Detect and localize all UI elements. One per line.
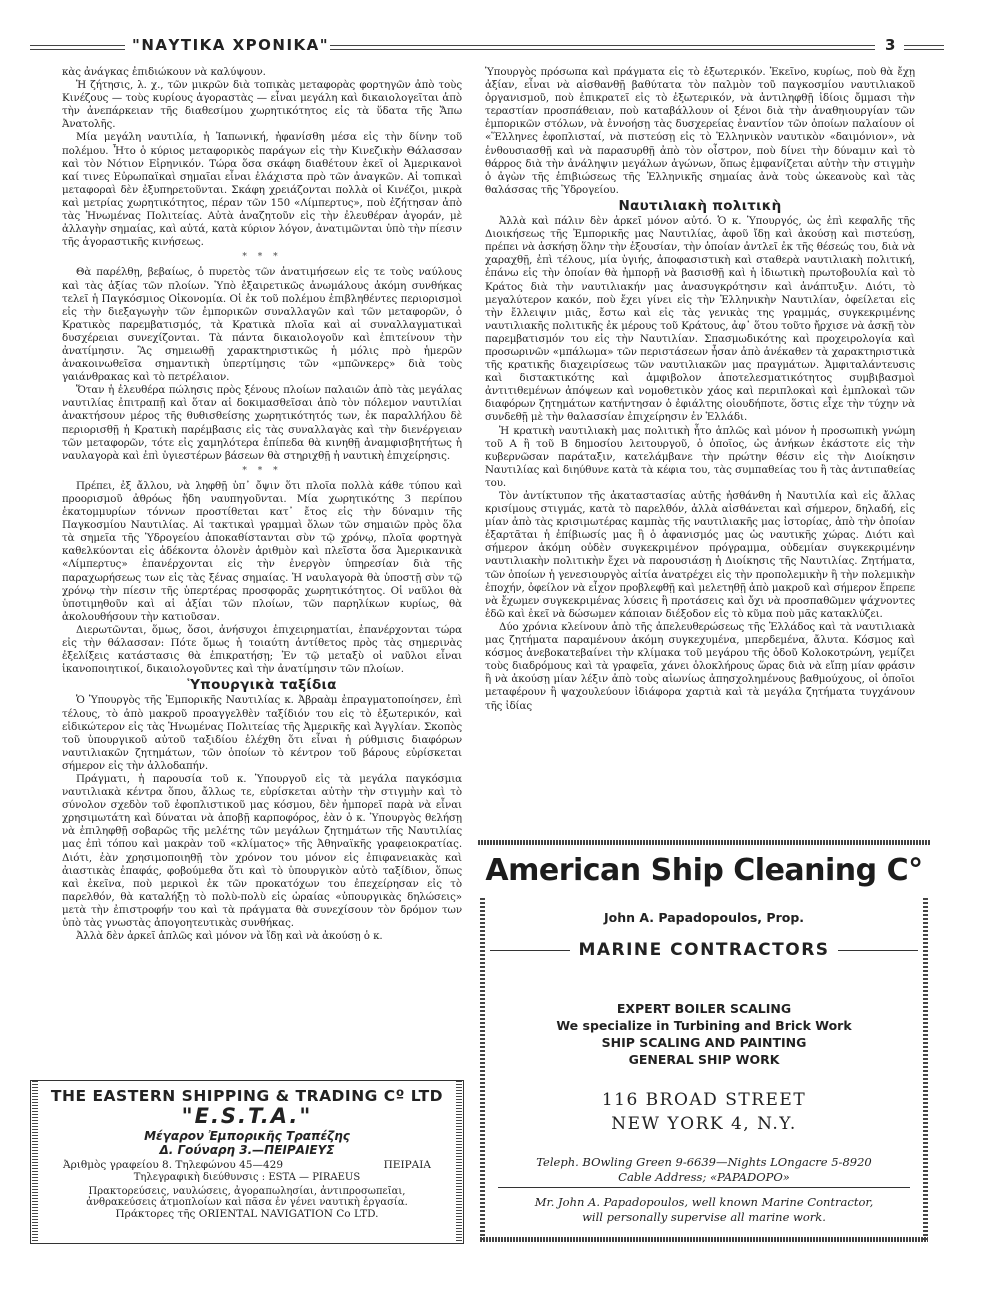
ad-service: SHIP SCALING AND PAINTING <box>601 1035 807 1050</box>
masthead-rule <box>904 45 944 50</box>
esta-advertisement <box>30 1080 464 1244</box>
ad-cable: Cable Address; «PAPADOPO» <box>618 1170 790 1184</box>
paragraph: Πρέπει, ἐξ ἄλλου, νὰ ληφθῇ ὑπ᾽ ὄψιν ὅτι πλοῖα πολλὰ κάθε τύπου καὶ προορισμοῦ ἀθρόως ἤδη ναυπηγοῦνται. Μία χωρητικότης 3 περίπου ἑκατομμυρίων τόννων προστίθεται κατ᾽ ἔτος εἰς τὴν δύναμιν τῆς Παγκοσμίου Ναυτιλίας. Αἱ τακτικαὶ γραμμαὶ ὅλων τῶν σημαιῶν πρὸς ὅλα τὰ σημεῖα τῆς Ὑδρογείου ἀποκαθίστανται σὺν τῷ χρόνῳ, πλοῖα φορτηγὰ καθελκύονται εἰς ἀδέκοντα ὁλονὲν ἀριθμὸν καὶ πλεῖστα ὅσα Ἀμερικανικὰ «Λίμπερτυς» ἐπανέρχονται εἰς τὴν ἐνεργὸν ὑπηρεσίαν διὰ τῆς παραχωρήσεως των εἰς τὰς ξένας σημαίας. Ἡ ναυλαγορὰ θὰ ὑποστῇ σὺν τῷ χρόνῳ τὴν πίεσιν τῆς ὑπερτέρας προσφορᾶς χωρητικότητος. Οἱ ναῦλοι θὰ ὑποτιμηθοῦν καὶ αἱ ἀξίαι τῶν πλοίων, τῶν παρηλίκων κυρίως, θὰ ἀκολουθήσουν τὴν κατιοῦσαν. <box>62 479 462 623</box>
ad-rule <box>838 950 918 951</box>
ad-address-line: 116 BROAD STREET <box>601 1090 807 1110</box>
right-column <box>485 66 915 713</box>
ad-border <box>478 840 930 845</box>
ad-building: Μέγαρον Ἐμπορικῆς Τραπέζης <box>144 1129 350 1143</box>
section-heading: Ναυτιλιακὴ πολιτικὴ <box>618 197 782 214</box>
ad-service: We specialize in Turbining and Brick Work <box>556 1018 852 1033</box>
ad-telegraph: Τηλεγραφικὴ διεύθυνσις : ESTA — PIRAEUS <box>133 1172 361 1183</box>
paragraph: Ὁ Ὑπουργὸς τῆς Ἐμπορικῆς Ναυτιλίας κ. Ἀβραὰμ ἐπραγματοποίησεν, ἐπὶ τέλους, τὸ ἀπὸ μακροῦ προαγγελθὲν ταξίδιόν του εἰς τὸ ἐξωτερικόν, καὶ εἰδικώτερον εἰς τὰς Ἡνωμένας Πολιτείας τῆς Ἀμερικῆς καὶ Ἀγγλίαν. Σκοπὸς τοῦ ὑπουργικοῦ αὐτοῦ ταξιδίου ἐλέχθη ὅτι εἶναι ἡ ρύθμισις διαφόρων ναυτιλιακῶν ζητημάτων, τῶν ὁποίων τὸ κέντρον τοῦ βάρους εὑρίσκεται σήμερον εἰς τὴν ἀλλοδαπήν. <box>62 694 462 772</box>
ad-company-name: American Ship Cleaning C° <box>485 853 923 888</box>
paragraph: Μία μεγάλη ναυτιλία, ἡ Ἰαπωνική, ἠφανίσθη μέσα εἰς τὴν δίνην τοῦ πολέμου. Ἦτο ὁ κύριος μεταφορικὸς παράγων εἰς τὴν Κινεζικὴν Θάλασσαν καὶ τὸν Νότιον Εἰρηνικόν. Τώρα ὅσα σκάφη διαθέτουν ἐκεῖ οἱ Ἀμερικανοὶ καί τινες Εὐρωπαϊκαὶ σημαῖαι εἶναι ἐλάχιστα πρὸ τῶν ἀναγκῶν. Αἱ τοπικαὶ μεταφοραὶ δὲν ἐξυπηρετοῦνται. Σκάφη χρειάζονται πολλὰ οἱ Κινέζοι, μικρὰ καὶ μετρίας χωρητικότητος, πέραν τῶν 150 «Λίμπερτυς», ποὺ ἐζήτησαν ἀπὸ τὰς Ἡνωμένας Πολιτείας. Αὐτὰ ἀναζητοῦν εἰς τὴν ἐλευθέραν ἀγοράν, μὲ ἀλλαγὴν σημαίας, καὶ αὐτά, κατὰ κύριον λόγον, ἀνατιμῶνται ὑπὸ τὴν πίεσιν τῆς ἀγοραστικῆς κινήσεως. <box>62 131 462 249</box>
section-separator: * * * <box>242 465 282 476</box>
paragraph: κὰς ἀνάγκας ἐπιδιώκουν νὰ καλύψουν. <box>62 66 266 78</box>
paragraph: Τὸν ἀντίκτυπον τῆς ἀκαταστασίας αὐτῆς ἠσθάνθη ἡ Ναυτιλία καὶ εἰς ἄλλας κρισίμους στιγμάς, κατὰ τὸ παρελθόν, ἀλλὰ αἰσθάνεται καὶ σήμερον, δηλαδή, εἰς μίαν ἀπὸ τὰς κρισιμωτέρας καμπὰς τῆς ναυτιλιακῆς μας ἱστορίας, ἀπὸ τὴν ὁποίαν ἐξαρτᾶται ἡ ἐπίβιωσίς μας ἢ ὁ ἀφανισμός μας ὡς ναυτικῆς χώρας. Διότι καὶ σήμερον ἀκόμη οὐδὲν συγκεκριμένον πρόγραμμα, οὐδεμίαν συγκεκριμένην ναυτιλιακὴν πολιτικὴν ἔχει νὰ παρουσιάσῃ ἡ Διοίκησις τῆς Ναυτιλίας. Ζητήματα, τῶν ὁποίων ἡ γενεσιουργὸς αἰτία ἀνατρέχει εἰς τὴν προπολεμικὴν ἢ τὴν πολεμικὴν ἐποχήν, ὀφείλον νὰ εἶχον προβλεφθῇ καὶ μελετηθῇ ἀπὸ μακροῦ καὶ σήμερον ἔπρεπε νὰ ἔχωμεν συγκεκριμένας λύσεις ἢ προτάσεις καὶ ὄχι νὰ προσπαθῶμεν ψάχνοντες ἐδῶ καὶ ἐκεῖ νὰ δώσωμεν κάποιαν διέξοδον εἰς τὸ κῦμα ποὺ μᾶς κατακλύζει. <box>485 490 915 620</box>
paragraph: Θὰ παρέλθῃ, βεβαίως, ὁ πυρετὸς τῶν ἀνατιμήσεων εἰς τε τοὺς ναύλους καὶ τὰς ἀξίας τῶν πλοίων. Ὑπὸ ἐξαιρετικῶς ἀνωμάλους ἀκόμη συνθήκας τελεῖ ἡ Παγκόσμιος Οἰκονομία. Οἱ ἐκ τοῦ πολέμου ἐπιβληθέντες περιορισμοὶ εἰς τὴν διεξαγωγὴν τῶν ἐμπορικῶν συναλλαγῶν καὶ τῶν μεταφορῶν, ὁ Κρατικὸς παρεμβατισμός, τὰ Κρατικὰ πλοῖα καὶ αἱ συναλλαγματικαὶ δυσχέρειαι συνεχίζονται. Τὰ πάντα δικαιολογοῦν καὶ ἐπιτείνουν τὴν ἀνατίμησιν. Ἂς σημειωθῇ χαρακτηριστικῶς ἡ μόλις πρὸ ἡμερῶν ἀνακοινωθεῖσα σημαντικὴ ὑπερτίμησις τῶν «μπῶνκερς» διὰ τοὺς γαιάνθρακας καὶ τὸ πετρέλαιον. <box>62 266 462 384</box>
ad-proprietor: John A. Papadopoulos, Prop. <box>603 910 805 925</box>
paragraph: Δύο χρόνια κλείνουν ἀπὸ τῆς ἀπελευθερώσεως τῆς Ἑλλάδος καὶ τὰ ναυτιλιακὰ μας ζητήματα παραμένουν ἀκόμη συγκεχυμένα, μπερδεμένα, ἄλυτα. Κόσμος καὶ κόσμος ἀνεβοκατεβαίνει τὴν κλίμακα τοῦ μεγάρου τῆς ὁδοῦ Κολοκοτρώνη, γεμίζει τοὺς διαδρόμους καὶ τὰ γραφεῖα, χάνει ὁλοκλήρους ὥρας διὰ νὰ εἴπῃ μίαν φράσιν ἢ νὰ ἀκούσῃ μίαν λέξιν ἀπὸ τοὺς αἰωνίως ἀπησχολημένους βαθμούχους, οἱ ὁποῖοι μεταφέρουν ἢ ψαχουλεύουν ἰδιάφορα χαρτιὰ καὶ τὰ μεγάλα ζητήματα τυγχάνουν τῆς ἰδίας <box>485 620 915 712</box>
paragraph: Διερωτῶνται, ὅμως, ὅσοι, ἀνήσυχοι ἐπιχειρηματίαι, ἐπανέρχονται τώρα εἰς τὴν θάλασσαν: Πότε ὅμως ἡ τοιαύτη ἀντίθετος πρὸς τὰς σημερινὰς ἐξελίξεις κατάστασις θὰ ἐπικρατήσῃ; Ἐν τῷ μεταξὺ οἱ ναῦλοι εἶναι ἱκανοποιητικοί, δικαιολογοῦντες καὶ τὴν ἀνατίμησιν τῶν πλοίων. <box>62 623 462 676</box>
ad-street: Δ. Γούναρη 3.—ΠΕΙΡΑΙΕΥΣ <box>159 1143 335 1157</box>
paragraph: Ἡ ζήτησις, λ. χ., τῶν μικρῶν διὰ τοπικὰς μεταφορὰς φορτηγῶν ἀπὸ τοὺς Κινέζους — τοὺς κυρίους ἀγοραστὰς — εἶναι μεγάλη καὶ δικαιολογεῖται ἀπὸ τὴν ἀνεπάρκειαν τῆς διαθεσίμου χωρητικότητος εἰς τὰ ὕδατα τῆς Ἄπω Ἀνατολῆς. <box>62 79 462 131</box>
paragraph: Ἀλλὰ καὶ πάλιν δὲν ἀρκεῖ μόνον αὐτό. Ὁ κ. Ὑπουργός, ὡς ἐπὶ κεφαλῆς τῆς Διοικήσεως τῆς Ἐμπορικῆς μας Ναυτιλίας, ἀφοῦ ἴδῃ καὶ ἀκούσῃ καὶ πιστεύσῃ, πρέπει νὰ ἀσκήσῃ ὅλην τὴν ἐξουσίαν, τὴν ὁποίαν ἀντλεῖ ἐκ τῆς θέσεώς του, διὰ νὰ χαραχθῇ, ἐπὶ τέλους, μία ὑγιής, ἀποφασιστικὴ καὶ σταθερὰ ναυτιλιακὴ πολιτική, ἐπάνω εἰς τὴν ὁποίαν θὰ ἠμπορῇ νὰ βασισθῇ καὶ ἡ ἰδιωτικὴ πρωτοβουλία καὶ τὸ Κράτος διὰ τὴν ναυτιλιακήν μας ἀνασυγκρότησιν καὶ ἀνάπτυξιν. Διότι, τὸ μεγαλύτερον κακόν, ποὺ ἔχει γίνει εἰς τὴν Ἑλληνικὴν Ναυτιλίαν, ὀφείλεται εἰς τὴν ἔλλειψιν μιᾶς, ἔστω καὶ εἰς τὰς γενικὰς της γραμμάς, συγκεκριμένης ναυτιλιακῆς πολιτικῆς ἐκ μέρους τοῦ Κράτους, ἀφ᾽ ὅτου τοῦτο ἤρχισε νὰ ἀσκῇ τὸν παρεμβατισμόν του εἰς τὴν Ναυτιλίαν. Σπασμωδικότης καὶ προχειρολογία καὶ προσωρινῶν «μπάλωμα» τῶν περιστάσεων ἦσαν ἀπὸ ἀνέκαθεν τὰ χαρακτηριστικὰ τῆς κρατικῆς διαχειρίσεως τῶν ναυτιλιακῶν μας πραγμάτων. Ἀμφιταλάντευσις καὶ διστακτικότης καὶ ἀμφιβολον ἀποτελεσματικότητος συμβιβασμοὶ ἀντιτιθεμένων ἀπόψεων καὶ νομοθετικὸν χάος καὶ περιπλοκαὶ καὶ ἐμπλοκαὶ τῶν διαφόρων ζητημάτων κατήντησαν ὁ ἐφιάλτης οἱουδήποτε, ὅστις εἶχε τὴν τύχην νὰ συνδεθῇ μὲ τὴν θαλασσίαν ἐπιχείρησιν ἐν Ἑλλάδι. <box>485 215 915 424</box>
ad-acronym: "E.S.T.A." <box>181 1104 313 1128</box>
masthead-rule <box>330 45 875 50</box>
ad-rule <box>498 1187 910 1188</box>
ad-services <box>478 1000 930 1068</box>
ad-agents: Πράκτορες τῆς ORIENTAL NAVIGATION Co LTD. <box>115 1208 379 1220</box>
newspaper-title: "ΝΑΥΤΙΚΑ ΧΡΟΝΙΚΑ" <box>132 36 330 54</box>
ad-tagline-row <box>478 940 930 960</box>
ad-company-name: THE EASTERN SHIPPING & TRADING Cº LTD <box>50 1087 444 1105</box>
ad-contact <box>478 1155 930 1185</box>
american-ship-cleaning-advertisement <box>478 840 930 1242</box>
paragraph: Ὑπουργὸς πρόσωπα καὶ πράγματα εἰς τὸ ἐξωτερικόν. Ἐκεῖνο, κυρίως, ποὺ θὰ ἔχῃ ἀξίαν, εἶναι νὰ αἰσθανθῇ βαθύτατα τὸν παλμὸν τοῦ παγκοσμίου ναυτιλιακοῦ ὀργανισμοῦ, ποὺ ἐπικρατεῖ εἰς τὸ ἐξωτερικόν, νὰ ἀντιληφθῇ ἰδίοις ὄμμασι τὴν τεραστίαν προσπάθειαν, ποὺ καταβάλλουν οἱ ξένοι διὰ τὴν ἀναθηιουργίαν τῶν ἐμπορικῶν στόλων, νὰ ἐννοήσῃ τὰς δυσχερείας ἐναντίον τῶν ὁποίων παλαίουν οἱ «Ἕλληνες ἐφοπλισταί, νὰ πιστεύσῃ εἰς τὸ Ἑλληνικὸν ναυτικὸν «δαιμόνιον», νὰ ἐνθουσιασθῇ καὶ νὰ παρασυρθῇ ἀπὸ τὸν οἶστρον, ποὺ δίνει τὴν δύναμιν καὶ τὸ θάρρος διὰ τὴν ἀνάληψιν μεγάλων ἀγώνων, ὅπως ἐμφανίζεται αὐτὴν τὴν στιγμὴν ὁ ἀγὼν τῆς ἐπιβιώσεως τῆς Ἑλληνικῆς σημαίας ἀνὰ τοὺς ὠκεανοὺς καὶ τὰς θαλάσσας τῆς Ὑδρογείου. <box>485 66 915 196</box>
ad-services: ἀνθρακεύσεις ἀτμοπλοίων καὶ πᾶσα ἐν γένει ναυτικὴ ἐργασία. <box>86 1197 408 1208</box>
ad-address <box>478 1088 930 1136</box>
masthead-rule <box>30 45 125 50</box>
page-number: 3 <box>885 36 896 54</box>
section-heading: Ὑπουργικὰ ταξίδια <box>187 677 337 694</box>
left-column <box>62 66 462 943</box>
ad-tagline: MARINE CONTRACTORS <box>578 940 830 960</box>
ad-phone-row <box>31 1159 463 1171</box>
ad-service: EXPERT BOILER SCALING <box>616 1001 792 1016</box>
ad-border <box>456 1081 462 1243</box>
paragraph: Πράγματι, ἡ παρουσία τοῦ κ. Ὑπουργοῦ εἰς τὰ μεγάλα παγκόσμια ναυτιλιακὰ κέντρα ὅπου, ἄλλως τε, εὑρίσκεται αὐτὴν τὴν στιγμὴν καὶ τὸ σύνολον σχεδὸν τοῦ ἐφοπλιστικοῦ μας κόσμου, δὲν ἠμπορεῖ παρὰ νὰ εἶναι χρησιμωτάτη καὶ δύναται νὰ ἀποβῇ καρποφόρος, ἐὰν ὁ κ. Ὑπουργὸς θελήσῃ νὰ ἐπιληφθῇ σοβαρῶς τῆς μελέτης τῶν μεγάλων ζητημάτων τῆς Ναυτιλίας μας ἐπὶ τόπου καὶ μακρὰν τοῦ «κλίματος» τῆς Ἀθηναϊκῆς γραφειοκρατίας. Διότι, ἐὰν χρησιμοποιηθῇ τὸν χρόνον του μόνον εἰς ἐπιφανειακὰς καὶ ἀιαστικὰς ἐπαφάς, φοβούμεθα ὅτι καὶ τὸ ὑπουργικὸν αὐτὸ ταξίδιον, ὅπως καὶ ἐκεῖνα, ποὺ μερικοὶ ἐκ τῶν προκατόχων του ἐπεχείρησαν εἰς τὸ παρελθόν, θὰ καταλήξῃ τὸ πολὺ-πολὺ εἰς ὡραίας «ὑπουργικὰς δηλώσεις» μετὰ τὴν ἐπιστροφήν του καὶ τὰ πράγματα θὰ συνεχίσουν τὸν δρόμον των ὑπὸ τὰς γνωστὰς ἀπογοητευτικὰς συνθήκας. <box>62 772 462 929</box>
ad-services: Πρακτορεύσεις, ναυλώσεις, ἀγοραπωλησίαι, ἀντιπροσωπεῖαι, <box>88 1186 406 1197</box>
ad-note <box>478 1195 930 1225</box>
paragraph: Ἡ κρατικὴ ναυτιλιακὴ μας πολιτικὴ ἦτο ἁπλῶς καὶ μόνον ἡ προσωπικὴ γνώμη τοῦ Α ἢ τοῦ Β δημοσίου λειτουργοῦ, ὁ ὁποῖος, ὡς ἀνήκων ἑκάστοτε εἰς τὴν κυβερνῶσαν παράταξιν, κατελάμβανε τὴν πρώτην θέσιν εἰς τὴν Διοίκησιν Ναυτιλίας καὶ διηύθυνε κατὰ τὰ κέφια του, τὰς συμπαθείας του ἢ τὰς ἀντιπαθείας του. <box>485 424 915 489</box>
paragraph: Ἀλλὰ δὲν ἀρκεῖ ἁπλῶς καὶ μόνον νὰ ἴδῃ καὶ νὰ ἀκούσῃ ὁ κ. <box>76 930 383 943</box>
ad-border <box>480 1237 928 1242</box>
ad-note-line: will personally supervise all marine work. <box>582 1210 826 1224</box>
section-separator: * * * <box>242 252 282 263</box>
ad-telephone: Teleph. BOwling Green 9-6639—Nights LOngacre 5-8920 <box>536 1155 872 1169</box>
ad-address-line: NEW YORK 4, N.Y. <box>611 1114 797 1134</box>
ad-service: GENERAL SHIP WORK <box>628 1052 780 1067</box>
paragraph: Ὅταν ἡ ἐλευθέρα πώλησις πρὸς ξένους πλοίων παλαιῶν ἀπὸ τὰς μεγάλας ναυτιλίας ἐπιτραπῇ καὶ ὅταν αἱ δοκιμασθεῖσαι ἀπὸ τὸν πόλεμον ναυτιλίαι ἀνακτήσουν μέρος τῆς θυθισθείσης χωρητικότητός των, ἐκ παραλλήλου δὲ περιορισθῇ ἡ Κρατικὴ παρέμβασις εἰς τὰς συναλλαγὰς καὶ τὴν διενέργειαν τῶν μεταφορῶν, τότε εἰς χαμηλότερα ἐπίπεδα θὰ κινηθῇ ἀναμφισβητήτως ἡ ναυλαγορὰ καὶ ἐπὶ ὑγιεστέρων βάσεων θὰ στηριχθῇ ἡ ναυτικὴ ἐπιχείρησις. <box>62 384 462 462</box>
ad-rule <box>490 950 570 951</box>
ad-border <box>32 1081 38 1243</box>
ad-note-line: Mr. John A. Papadopoulos, well known Marine Contractor, <box>534 1195 874 1209</box>
masthead <box>30 36 930 56</box>
ad-office-phone: Ἀριθμὸς γραφείου 8. Τηλεφώνου 45—429 <box>63 1159 284 1171</box>
ad-city: ΠΕΙΡΑΙΑ <box>383 1159 431 1171</box>
